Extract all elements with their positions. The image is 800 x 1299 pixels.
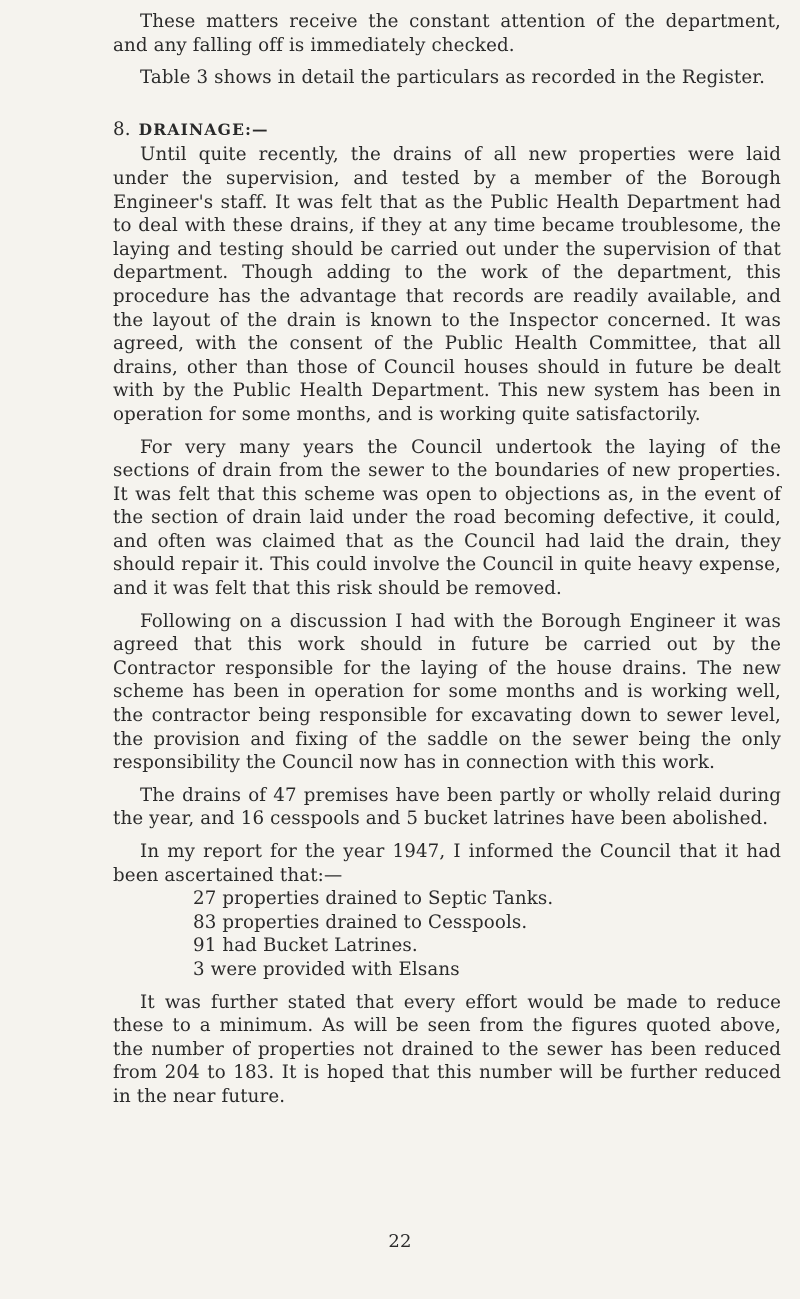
body-text <box>113 10 781 1118</box>
list-item: 27 properties drained to Septic Tanks. <box>193 888 554 910</box>
list-item: 83 properties drained to Cesspools. <box>193 911 528 933</box>
paragraph: For very many years the Council undertook the laying of the sections of drain from the sewer to the boundaries of new properties. It was felt that this scheme was open to objections as, in the event of the section of drain laid under the road becoming defective, it could, and often was claimed that as the Council had laid the drain, they should repair it. This could involve the Council in quite heavy expense, and it was felt that this risk should be removed. <box>113 436 781 600</box>
section-title: DRAINAGE:— <box>138 119 269 139</box>
section-heading <box>113 118 781 142</box>
drainage-list <box>113 887 781 981</box>
paragraph: In my report for the year 1947, I informed the Council that it had been ascertained that:— <box>113 841 781 886</box>
page-number: 22 <box>388 1231 412 1252</box>
list-item: 91 had Bucket Latrines. <box>193 935 418 957</box>
intro-paragraph-1: These matters receive the constant attention of the department, and any falling off is immediately checked. <box>113 11 781 56</box>
section-number: 8. <box>113 118 131 140</box>
paragraph: Following on a discussion I had with the Borough Engineer it was agreed that this work should in future be carried out by the Contractor responsible for the laying of the house drains. The new scheme has been in operation for some months and is working well, the contractor being responsible for excavating down to sewer level, the provision and fixing of the saddle on the sewer being the only responsibility the Council now has in connection with this work. <box>113 610 781 774</box>
list-item: 3 were provided with Elsans <box>193 958 460 980</box>
paragraph: The drains of 47 premises have been partly or wholly relaid during the year, and 16 cesspools and 5 bucket latrines have been abolished. <box>113 784 781 830</box>
paragraph: Until quite recently, the drains of all new properties were laid under the supervision, and tested by a member of the Borough Engineer's staff. It was felt that as the Public Health Department had to deal with these drains, if they at any time became troublesome, the laying and testing should be carried out under the supervision of that department. Though adding to the work of the department, this procedure has the advantage that records are readily available, and the layout of the drain is known to the Inspector concerned. It was agreed, with the consent of the Public Health Committee, that all drains, other than those of Council houses should in future be dealt with by the Public Health Department. This new system has been in operation for some months, and is working quite satisfactorily. <box>113 144 781 425</box>
closing-paragraph: It was further stated that every effort would be made to reduce these to a minimum. As will be seen from the figures quoted above, the number of properties not drained to the sewer has been reduced from 204 to 183. It is hoped that this number will be further reduced in the near future. <box>113 991 781 1107</box>
intro-paragraph-2: Table 3 shows in detail the particulars as recorded in the Register. <box>140 67 766 89</box>
